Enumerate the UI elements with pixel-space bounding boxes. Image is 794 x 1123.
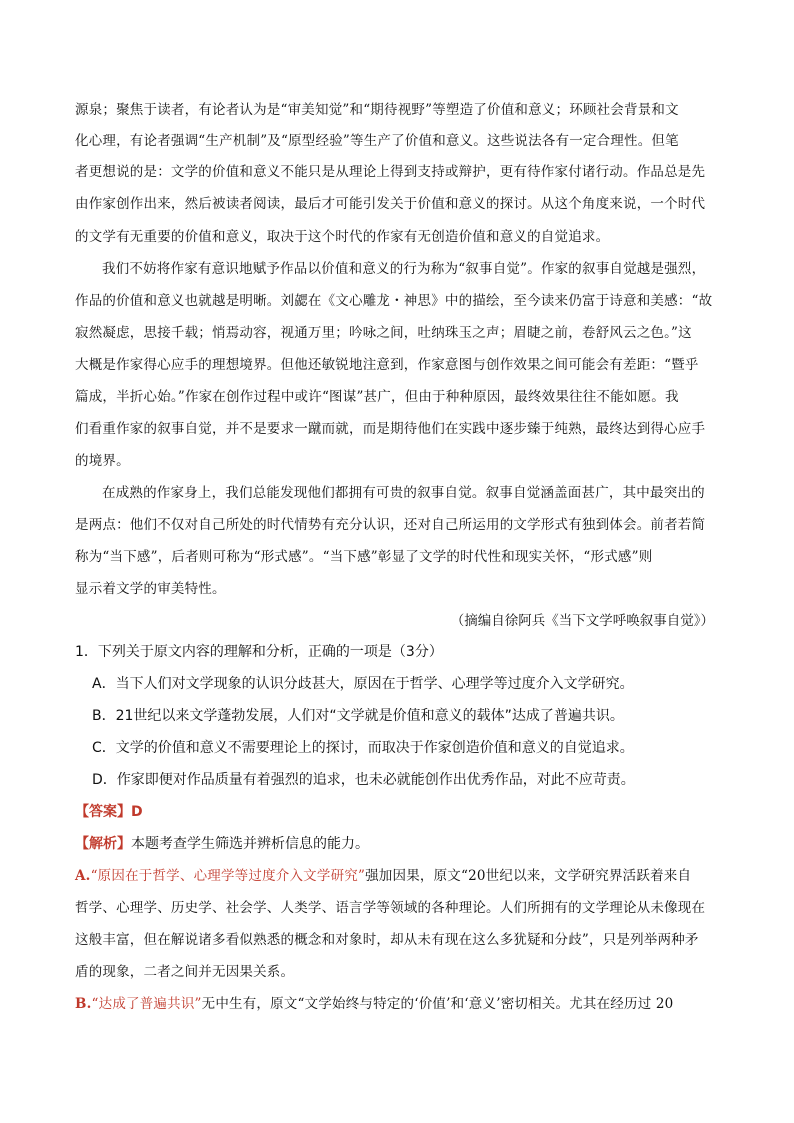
passage-line: 称为“当下感”，后者则可称为“形式感”。“当下感”彰显了文学的时代性和现实关怀，“形式感”则 (75, 549, 653, 565)
analysis-option-letter: B. (75, 996, 92, 1012)
analysis-a-line: 哲学、心理学、历史学、社会学、人类学、语言学等领域的各种理论。人们所拥有的文学理论从未像现在 (75, 900, 706, 916)
analysis-a-line: 这般丰富，但在解说诸多看似熟悉的概念和对象时，却从未有现在这么多犹疑和分歧”，只是列举两种矛 (75, 932, 699, 948)
passage-line: 作品的价值和意义也就越是明晰。刘勰在《文心雕龙・神思》中的描绘，至今读来仍富于诗意和美感：“故 (75, 293, 713, 309)
analysis-a-line (75, 865, 691, 887)
option-b: B．21世纪以来文学蓬勃发展，人们对“文学就是价值和意义的载体”达成了普遍共识。 (92, 708, 624, 724)
passage-line: 由作家创作出来，然后被读者阅读，最后才可能引发关于价值和意义的探讨。从这个角度来说，一个时代 (75, 196, 706, 212)
analysis-quoted-claim: “原因在于哲学、心理学等过度介入文学研究” (90, 868, 366, 884)
option-c: C．文学的价值和意义不需要理论上的探讨，而取决于作家创造价值和意义的自觉追求。 (92, 740, 634, 756)
passage-line: 们看重作家的叙事自觉，并不是要求一蹴而就，而是期待他们在实践中逐步臻于纯熟，最终达到得心应手 (75, 421, 706, 437)
answer-value: D (131, 804, 143, 820)
passage-line: 的境界。 (75, 453, 130, 469)
passage-line: 在成熟的作家身上，我们总能发现他们都拥有可贵的叙事自觉。叙事自觉涵盖面甚广，其中最突出的 (102, 485, 705, 501)
analysis-explanation: 无中生有，原文“文学始终与特定的‘价值’和‘意义’密切相关。尤其在经历过 20 (201, 996, 674, 1012)
analysis-a-line: 盾的现象，二者之间并无因果关系。 (75, 964, 295, 980)
passage-line: 者更想说的是：文学的价值和意义不能只是从理论上得到支持或辩护，更有待作家付诸行动。作品总是先 (75, 164, 706, 180)
source-attribution: （摘编自徐阿兵《当下文学呼唤叙事自觉》） (450, 613, 714, 629)
analysis-quoted-claim: “达成了普遍共识” (91, 996, 202, 1012)
analysis-b-line (75, 993, 673, 1015)
passage-line: 寂然凝虑，思接千载；悄焉动容，视通万里；吟咏之间，吐纳珠玉之声；眉睫之前，卷舒风云之色。”这 (75, 325, 692, 341)
question-stem: 1．下列关于原文内容的理解和分析，正确的一项是（3分） (75, 644, 443, 660)
passage-line: 源泉；聚焦于读者，有论者认为是“审美知觉”和“期待视野”等塑造了价值和意义；环顾社会背景和文 (75, 102, 679, 118)
passage-line: 我们不妨将作家有意识地赋予作品以价值和意义的行为称为“叙事自觉”。作家的叙事自觉越是强烈， (102, 261, 706, 277)
passage-line: 的文学有无重要的价值和意义，取决于这个时代的作家有无创造价值和意义的自觉追求。 (75, 229, 610, 245)
passage-line: 大概是作家得心应手的理想境界。但他还敏锐地注意到，作家意图与创作效果之间可能会有差距：“暨乎 (75, 357, 699, 373)
passage-line: 是两点：他们不仅对自己所处的时代情势有充分认识，还对自己所运用的文学形式有独到体会。前者若简 (75, 517, 706, 533)
option-a: A．当下人们对文学现象的认识分歧甚大，原因在于哲学、心理学等过度介入文学研究。 (92, 676, 634, 692)
passage-line: 化心理，有论者强调“生产机制”及“原型经验”等生产了价值和意义。这些说法各有一定合理性。但笔 (75, 133, 679, 149)
analysis-label: 【解析】 (75, 836, 131, 852)
analysis-line (75, 833, 369, 855)
passage-line: 显示着文学的审美特性。 (75, 581, 226, 597)
option-d: D．作家即便对作品质量有着强烈的追求，也未必就能创作出优秀作品，对此不应苛责。 (92, 772, 635, 788)
passage-line: 篇成，半折心始。”作家在创作过程中或许“图谋”甚广，但由于种种原因，最终效果往往不能如愿。我 (75, 389, 679, 405)
answer-label: 【答案】 (75, 804, 131, 820)
analysis-explanation: 强加因果，原文“20世纪以来，文学研究界活跃着来自 (365, 868, 692, 884)
answer-line (75, 801, 143, 823)
analysis-intro: 本题考查学生筛选并辨析信息的能力。 (131, 836, 369, 852)
analysis-option-letter: A. (75, 868, 91, 884)
